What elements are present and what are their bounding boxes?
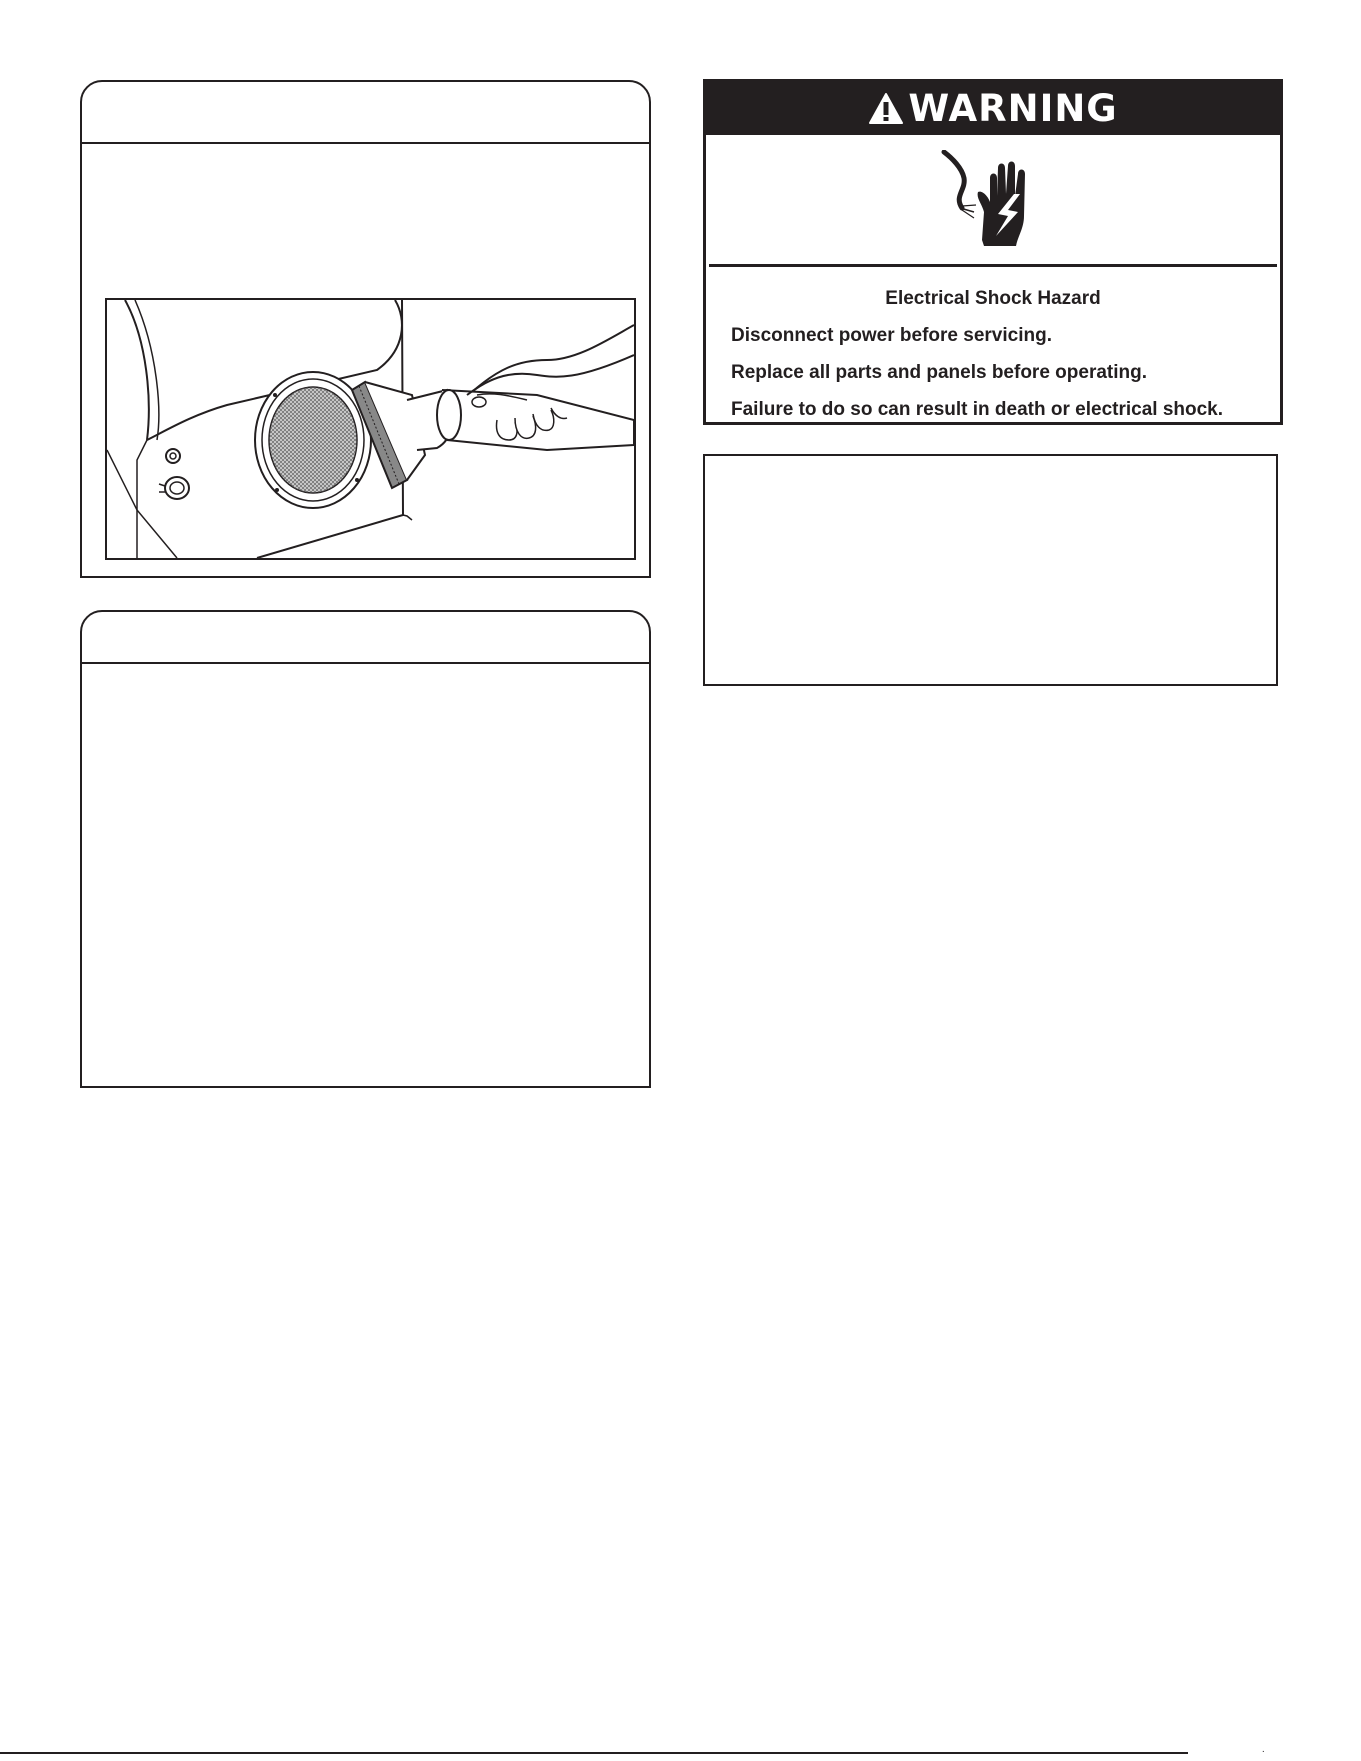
vacuum-brush-drawing	[107, 300, 634, 558]
warning-header	[706, 82, 1280, 135]
warning-box	[703, 79, 1283, 425]
vacuum-instructions-panel	[80, 80, 651, 578]
panel-tab-divider	[82, 662, 649, 664]
hazard-type: Electrical Shock Hazard	[885, 288, 1101, 309]
dryer-vacuum-illustration	[105, 298, 636, 560]
warning-line-failure: Failure to do so can result in death or electrical shock.	[731, 399, 1224, 420]
panel-tab-divider	[82, 142, 649, 144]
page-bottom-rule	[0, 1752, 1188, 1754]
notice-box	[703, 454, 1278, 686]
page-mark: ·	[1261, 1746, 1265, 1757]
hazard-symbol-area	[709, 135, 1277, 267]
warning-line-replace: Replace all parts and panels before operating.	[731, 362, 1148, 383]
warning-title: WARNING	[908, 87, 1118, 130]
warning-text	[706, 272, 1280, 421]
electrical-shock-hand-icon	[934, 150, 1054, 250]
warning-line-disconnect: Disconnect power before servicing.	[731, 325, 1052, 346]
warning-triangle-icon	[868, 92, 904, 125]
maintenance-panel	[80, 610, 651, 1088]
